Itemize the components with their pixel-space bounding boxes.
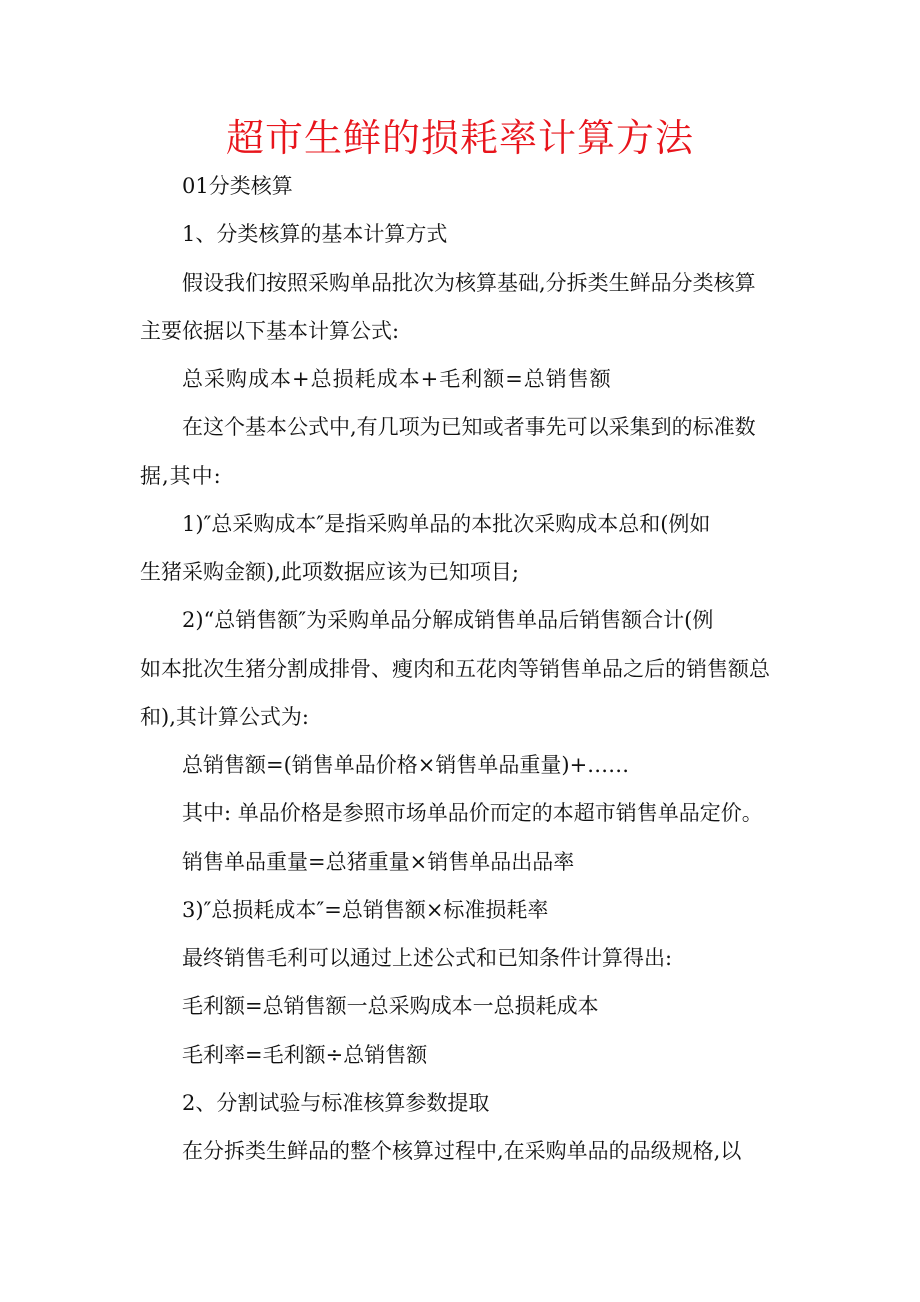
subsection-heading-2: 2、分割试验与标准核算参数提取 bbox=[182, 1091, 490, 1115]
list-item-line: 如本批次生猪分割成排骨、瘦肉和五花肉等销售单品之后的销售额总 bbox=[140, 657, 770, 681]
formula-line: 毛利额=总销售额一总采购成本一总损耗成本 bbox=[182, 994, 599, 1018]
formula-line: 销售单品重量=总猪重量×销售单品出品率 bbox=[182, 850, 575, 874]
list-item-line: 生猪采购金额),此项数据应该为已知项目; bbox=[140, 560, 519, 584]
list-item-line: 1)″总采购成本″是指采购单品的本批次采购成本总和(例如 bbox=[182, 512, 711, 536]
formula-line: 总销售额=(销售单品价格×销售单品重量)+…… bbox=[182, 753, 630, 777]
paragraph-line: 主要依据以下基本计算公式: bbox=[140, 319, 400, 343]
list-item-line: 2)“总销售额″为采购单品分解成销售单品后销售额合计(例 bbox=[182, 608, 714, 632]
section-heading-01: 01分类核算 bbox=[182, 174, 293, 198]
formula-line: 总采购成本+总损耗成本+毛利额=总销售额 bbox=[182, 367, 612, 391]
paragraph-line: 在这个基本公式中,有几项为已知或者事先可以采集到的标准数 bbox=[182, 415, 756, 439]
paragraph-line: 假设我们按照采购单品批次为核算基础,分拆类生鲜品分类核算 bbox=[182, 271, 756, 295]
paragraph-line: 其中: 单品价格是参照市场单品价而定的本超市销售单品定价。 bbox=[182, 801, 763, 825]
list-item-line: 和),其计算公式为: bbox=[140, 705, 309, 729]
paragraph-line: 最终销售毛利可以通过上述公式和已知条件计算得出: bbox=[182, 946, 673, 970]
document-title: 超市生鲜的损耗率计算方法 bbox=[225, 116, 694, 160]
formula-line: 毛利率=毛利额÷总销售额 bbox=[182, 1043, 428, 1067]
paragraph-line: 在分拆类生鲜品的整个核算过程中,在采购单品的品级规格,以 bbox=[182, 1139, 742, 1163]
subsection-heading-1: 1、分类核算的基本计算方式 bbox=[182, 222, 448, 246]
paragraph-line: 据,其中: bbox=[140, 464, 222, 488]
formula-line: 3)″总损耗成本″=总销售额×标准损耗率 bbox=[182, 898, 549, 922]
